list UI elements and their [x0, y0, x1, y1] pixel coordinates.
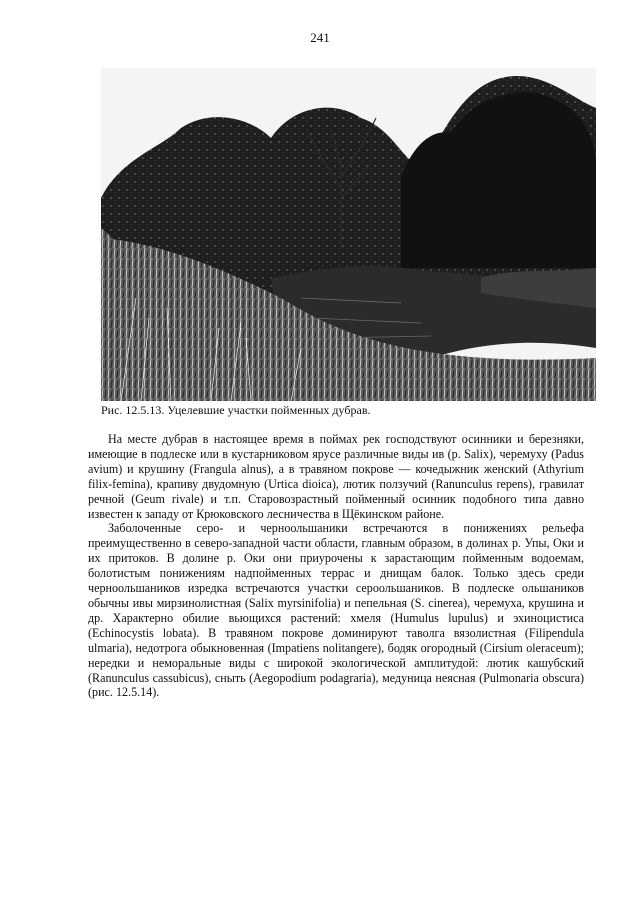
paragraph: Заболоченные серо- и черноольшаники встречаются в понижениях рельефа преимущественно в северо-западной части области, главным образом, в долинах р. Упы, Оки и их притоков. В долине р. Оки они приурочены к зарастающим пойменным водоемам, болотистым понижениям надпойменных террас и днищам балок. Только здесь среди черноольшаников изредка встречаются участки сероольшаников. В подлеске ольшаников обычны ивы мирзинолистная (Salix myrsinifolia) и пепельная (S. cinerea), черемуха, крушина и др. Характерно обилие вьющихся растений: хмеля (Humulus lupulus) и эхиноцистиса (Echinocystis lobata). В травяном покрове доминируют таволга вязолистная (Filipendula ulmaria), недотрога обыкновенная (Impatiens nolitangere), бодяк огородный (Cirsium oleraceum); нередки и неморальные виды с широкой экологической амплитудой: лютик кашубский (Ranunculus cassubicus), сныть (Aegopodium podagraria), медуница неясная (Pulmonaria obscura) (рис. 12.5.14). — [88, 521, 584, 700]
figure-photo-floodplain-oaks — [101, 68, 596, 401]
page-number: 241 — [310, 30, 330, 45]
figure-caption: Рис. 12.5.13. Уцелевшие участки пойменных дубрав. — [101, 403, 371, 417]
paragraph: На месте дубрав в настоящее время в поймах рек господствуют осинники и березняки, имеющие в подлеске или в кустарниковом ярусе различные виды ив (р. Salix), черемуху (Padus avium) и крушину (Frangula alnus), а в травяном покрове — кочедыжник женский (Athyrium filix-femina), крапиву двудомную (Urtica dioica), лютик ползучий (Ranunculus repens), гравилат речной (Geum rivale) и т.п. Старовозрастный пойменный осинник подобного типа давно известен к западу от Крюковского лесничества в Щёкинском районе. — [88, 432, 584, 521]
body-text — [88, 432, 584, 700]
